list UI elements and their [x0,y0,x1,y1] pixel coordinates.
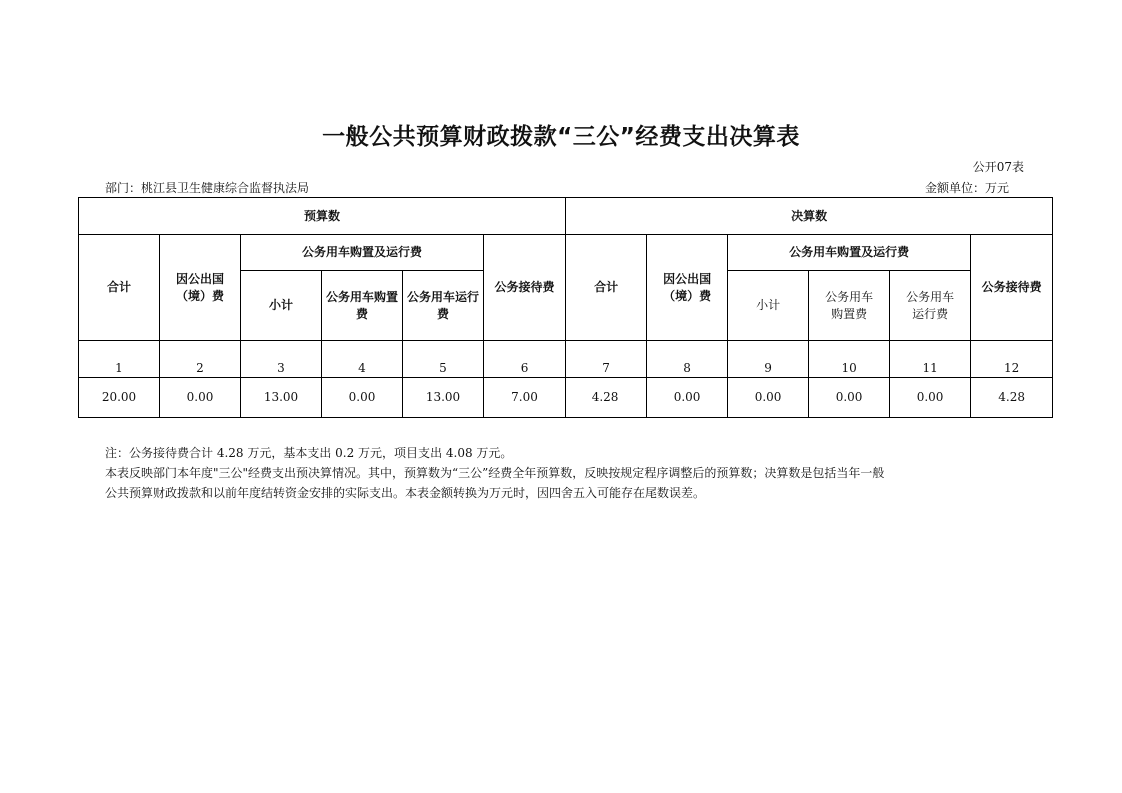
col-number: 3 [241,341,322,378]
value-cell: 0.00 [160,378,241,418]
value-cell: 20.00 [79,378,160,418]
col-number: 4 [322,341,403,378]
page-title: 一般公共预算财政拨款“三公”经费支出决算表 [322,124,800,150]
value-cell: 4.28 [971,378,1053,418]
value-cell: 4.28 [566,378,647,418]
final-subtotal-header: 小计 [728,271,809,341]
note-line: 注：公务接待费合计 4.28 万元，基本支出 0.2 万元，项目支出 4.08 万元。 [105,446,513,460]
value-cell: 13.00 [241,378,322,418]
col-number: 6 [484,341,566,378]
budget-abroad-header: 因公出国（境）费 [160,235,241,341]
col-number: 12 [971,341,1053,378]
final-abroad-header: 因公出国（境）费 [647,235,728,341]
budget-header: 预算数 [79,198,566,235]
value-cell: 0.00 [890,378,971,418]
value-cell: 0.00 [728,378,809,418]
col-number: 2 [160,341,241,378]
value-cell: 0.00 [322,378,403,418]
col-number: 5 [403,341,484,378]
budget-vehicle-operation-header: 公务用车运行费 [403,271,484,341]
value-cell: 0.00 [647,378,728,418]
final-header: 决算数 [566,198,1053,235]
unit-label: 金额单位：万元 [924,181,1009,195]
col-number: 1 [79,341,160,378]
col-number: 9 [728,341,809,378]
value-cell: 13.00 [403,378,484,418]
final-vehicle-group-header: 公务用车购置及运行费 [728,235,971,271]
value-cell: 0.00 [809,378,890,418]
note-line: 公共预算财政拨款和以前年度结转资金安排的实际支出。本表金额转换为万元时，因四舍五入可能存在尾数误差。 [105,486,706,500]
final-vehicle-purchase-header: 公务用车购置费 [809,271,890,341]
final-vehicle-operation-header: 公务用车运行费 [890,271,971,341]
col-number: 11 [890,341,971,378]
col-number: 8 [647,341,728,378]
final-total-header: 合计 [566,235,647,341]
budget-total-header: 合计 [79,235,160,341]
form-code: 公开07表 [972,160,1024,174]
value-cell: 7.00 [484,378,566,418]
final-reception-header: 公务接待费 [971,235,1053,341]
budget-vehicle-purchase-header: 公务用车购置费 [322,271,403,341]
col-number: 7 [566,341,647,378]
col-number: 10 [809,341,890,378]
notes [105,443,1025,503]
budget-vehicle-group-header: 公务用车购置及运行费 [241,235,484,271]
department-label: 部门：桃江县卫生健康综合监督执法局 [105,181,310,195]
budget-reception-header: 公务接待费 [484,235,566,341]
budget-subtotal-header: 小计 [241,271,322,341]
note-line: 本表反映部门本年度"三公"经费支出预决算情况。其中，预算数为“三公”经费全年预算数，反映按规定程序调整后的预算数；决算数是包括当年一般 [105,466,885,480]
expenditure-table [78,197,1053,418]
